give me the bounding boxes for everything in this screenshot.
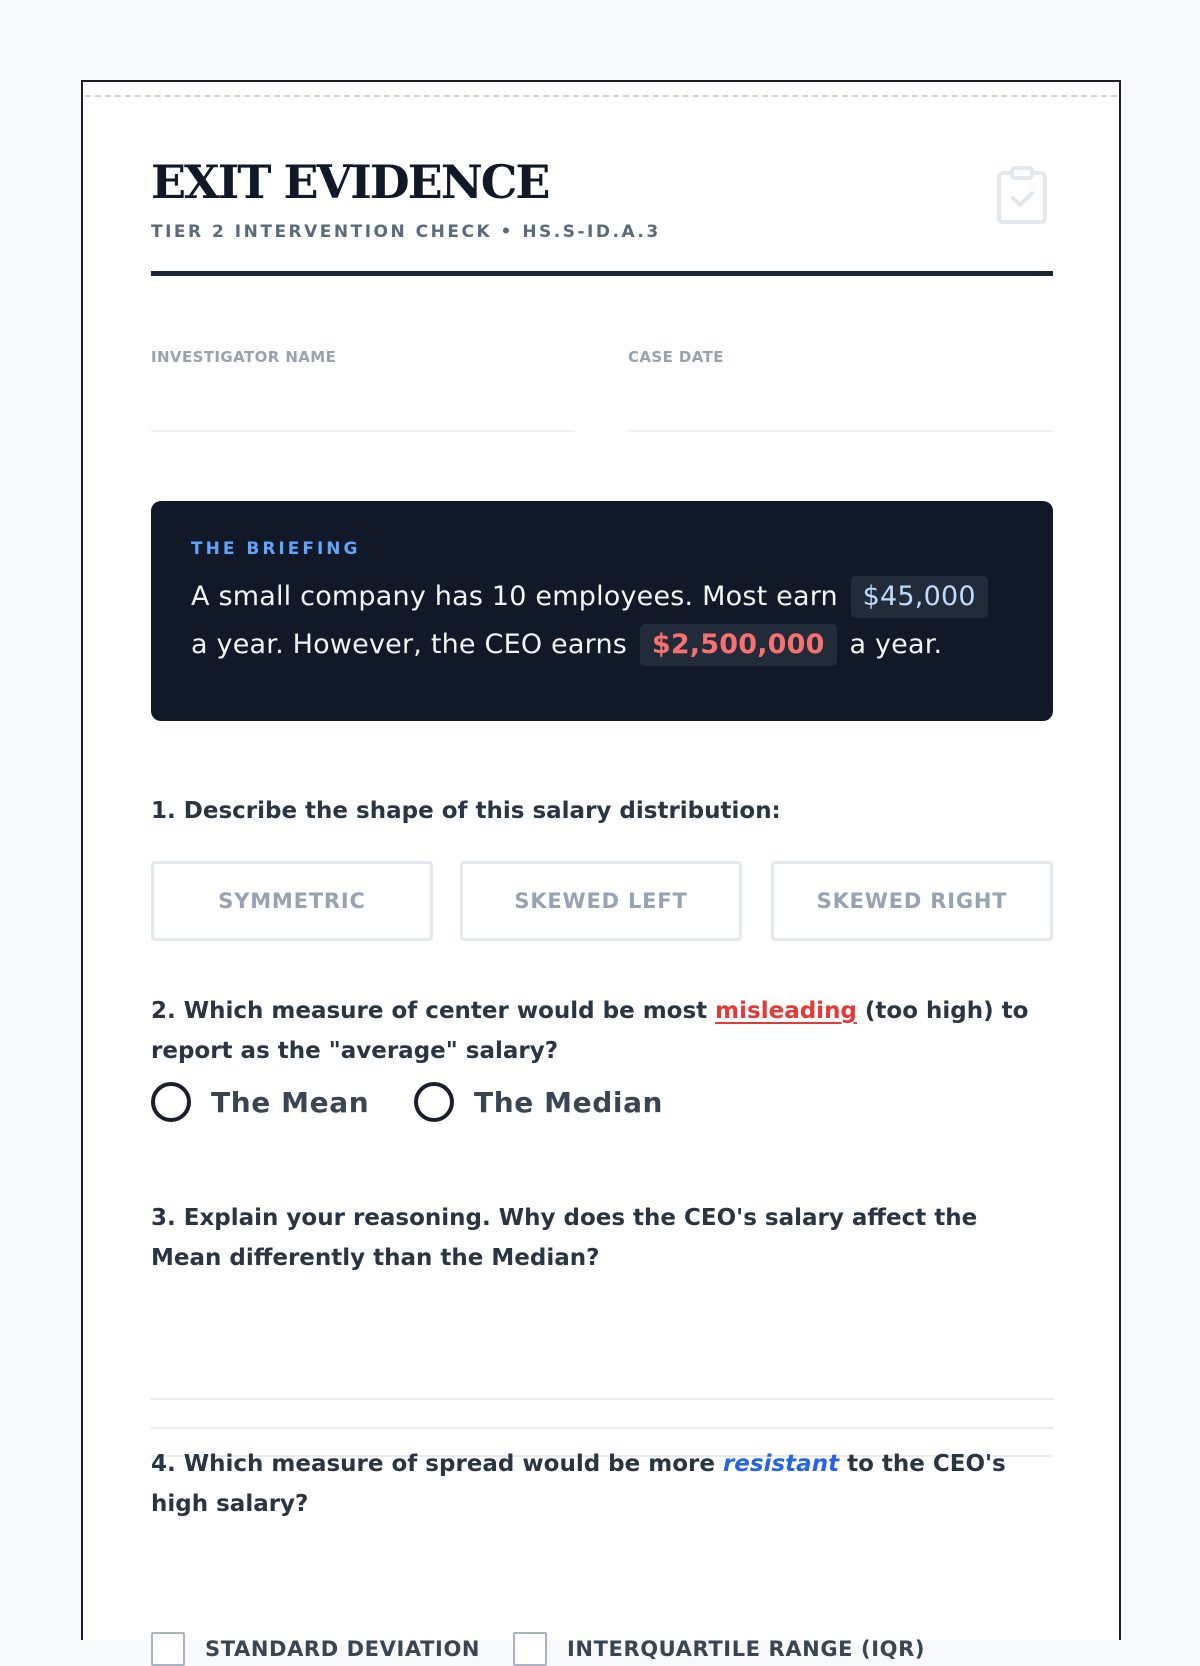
question-4 bbox=[151, 1444, 1053, 1524]
briefing-panel bbox=[151, 501, 1053, 721]
checkbox-option-std-dev[interactable] bbox=[151, 1632, 480, 1666]
question-4-text: to the CEO's high salary? bbox=[151, 1451, 1006, 1517]
investigator-name-field[interactable] bbox=[151, 430, 575, 432]
page-title: EXIT EVIDENCE bbox=[151, 155, 549, 209]
question-1: 1. Describe the shape of this salary distribution: bbox=[151, 798, 781, 824]
dashed-tear-line bbox=[85, 95, 1117, 97]
investigator-name-label: INVESTIGATOR NAME bbox=[151, 348, 337, 366]
std-dev-checkbox[interactable] bbox=[151, 1632, 185, 1666]
typical-salary-chip: $45,000 bbox=[851, 576, 988, 618]
answer-line[interactable] bbox=[151, 1427, 1053, 1429]
briefing-label: THE BRIEFING bbox=[191, 539, 361, 559]
briefing-text-part: A small company has 10 employees. Most earn bbox=[191, 581, 838, 612]
worksheet-card bbox=[81, 80, 1121, 1661]
question-2-text: 2. Which measure of center would be most bbox=[151, 998, 708, 1024]
option-skewed-right-button[interactable]: SKEWED RIGHT bbox=[771, 861, 1053, 941]
case-date-field[interactable] bbox=[628, 430, 1053, 432]
checkbox-option-iqr[interactable] bbox=[513, 1632, 925, 1666]
resistant-highlight: resistant bbox=[722, 1451, 840, 1477]
radio-option-median[interactable] bbox=[414, 1082, 663, 1122]
option-skewed-left-button[interactable]: SKEWED LEFT bbox=[460, 861, 742, 941]
ceo-salary-chip: $2,500,000 bbox=[640, 624, 837, 666]
case-date-label: CASE DATE bbox=[628, 348, 724, 366]
briefing-text-part: a year. However, the CEO earns bbox=[191, 629, 628, 660]
radio-option-mean[interactable] bbox=[151, 1082, 369, 1122]
option-symmetric-button[interactable]: SYMMETRIC bbox=[151, 861, 433, 941]
iqr-label: INTERQUARTILE RANGE (IQR) bbox=[567, 1637, 926, 1661]
briefing-text bbox=[191, 573, 1013, 669]
mean-radio[interactable] bbox=[151, 1082, 191, 1122]
answer-line[interactable] bbox=[151, 1398, 1053, 1400]
page-subtitle: TIER 2 INTERVENTION CHECK • HS.S-ID.A.3 bbox=[151, 222, 661, 242]
mean-radio-label: The Mean bbox=[211, 1085, 370, 1119]
std-dev-label: STANDARD DEVIATION bbox=[205, 1637, 481, 1661]
iqr-checkbox[interactable] bbox=[513, 1632, 547, 1666]
clipboard-check-icon bbox=[997, 166, 1047, 224]
misleading-highlight: misleading bbox=[715, 998, 857, 1024]
question-4-text: 4. Which measure of spread would be more bbox=[151, 1451, 715, 1477]
question-2-text: (too high) to report as the "average" salary? bbox=[151, 998, 1029, 1064]
title-divider bbox=[151, 271, 1053, 276]
median-radio-label: The Median bbox=[474, 1085, 664, 1119]
median-radio[interactable] bbox=[414, 1082, 454, 1122]
question-2 bbox=[151, 991, 1053, 1071]
question-3: 3. Explain your reasoning. Why does the CEO's salary affect the Mean differently than the Median? bbox=[151, 1205, 978, 1271]
briefing-text-part: a year. bbox=[849, 629, 943, 660]
